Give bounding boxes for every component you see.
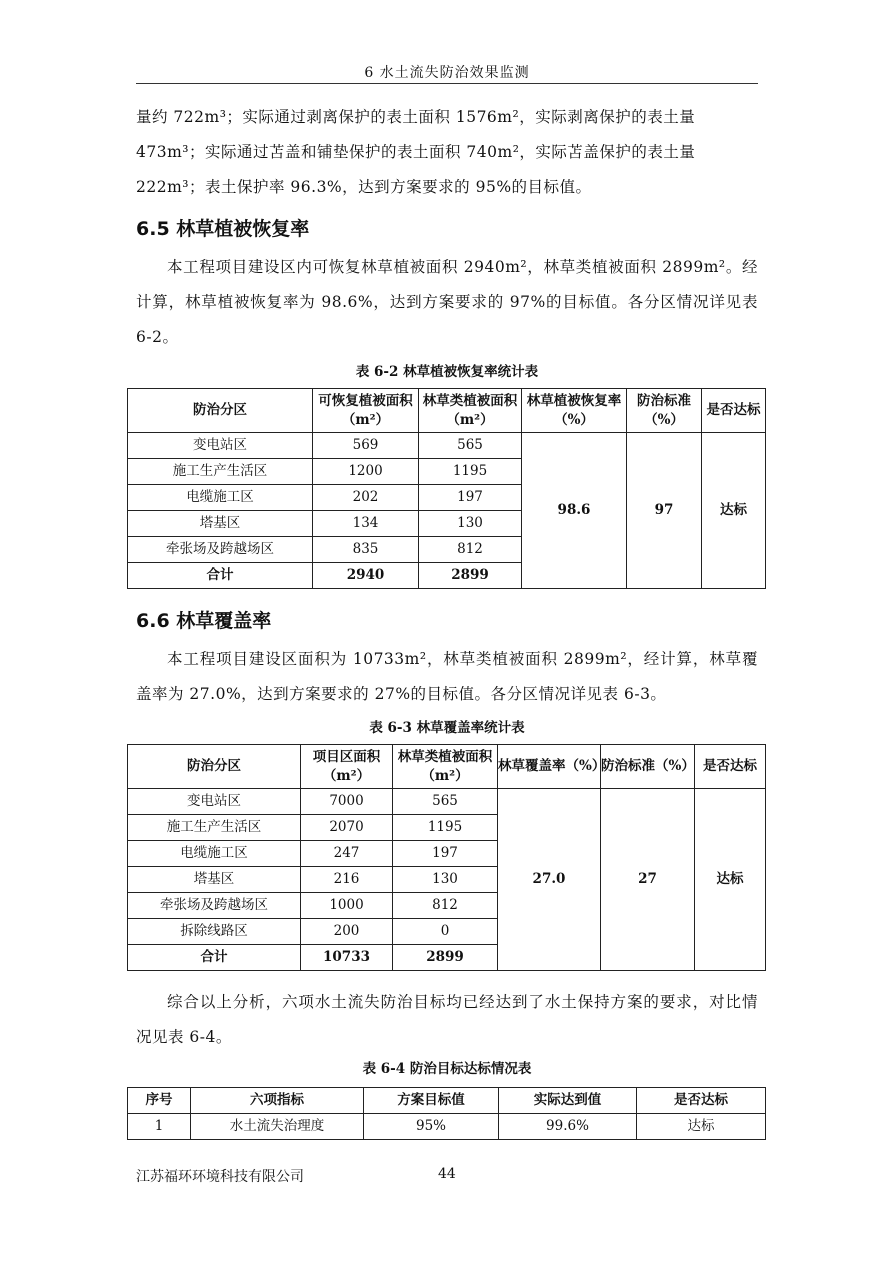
actual-cell: 99.6% xyxy=(499,1114,637,1140)
section-6-5-heading: 6.5 林草植被恢复率 xyxy=(136,218,310,240)
zone-cell: 变电站区 xyxy=(128,789,301,815)
total-value-cell: 2899 xyxy=(393,945,498,971)
table-6-2 xyxy=(127,388,766,589)
target-cell: 95% xyxy=(364,1114,499,1140)
intro-line-3: 222m³；表土保护率 96.3%，达到方案要求的 95%的目标值。 xyxy=(136,178,592,196)
header-cell: 是否达标 xyxy=(637,1088,766,1114)
value-cell: 1195 xyxy=(393,815,498,841)
running-header: 6 水土流失防治效果监测 xyxy=(364,65,530,81)
result-cell: 达标 xyxy=(702,433,766,589)
table-6-4-caption: 表 6-4 防治目标达标情况表 xyxy=(362,1061,532,1077)
intro-line-1: 量约 722m³；实际通过剥离保护的表土面积 1576m²，实际剥离保护的表土量 xyxy=(136,108,696,126)
value-cell: 216 xyxy=(301,867,393,893)
value-cell: 1195 xyxy=(419,459,522,485)
zone-cell: 塔基区 xyxy=(128,867,301,893)
header-rule xyxy=(136,83,758,84)
value-cell: 569 xyxy=(313,433,419,459)
total-label-cell: 合计 xyxy=(128,945,301,971)
summary-paragraph: 综合以上分析，六项水土流失防治目标均已经达到了水土保持方案的要求，对比情况见表 6-4。 xyxy=(136,993,758,1046)
total-value-cell: 2940 xyxy=(313,563,419,589)
rate-cell: 98.6 xyxy=(522,433,627,589)
section-6-6-paragraph: 本工程项目建设区面积为 10733m²，林草类植被面积 2899m²，经计算，林草覆盖率为 27.0%，达到方案要求的 27%的目标值。各分区情况详见表 6-3。 xyxy=(136,650,758,703)
standard-cell: 97 xyxy=(627,433,702,589)
intro-paragraph xyxy=(136,100,758,205)
table-row xyxy=(128,1114,766,1140)
header-cell: 是否达标 xyxy=(702,389,766,433)
table-6-2-caption: 表 6-2 林草植被恢复率统计表 xyxy=(355,364,539,380)
value-cell: 247 xyxy=(301,841,393,867)
intro-line-2: 473m³；实际通过苫盖和铺垫保护的表土面积 740m²，实际苫盖保护的表土量 xyxy=(136,143,696,161)
header-cell: 防治标准（%） xyxy=(601,745,695,789)
page-number: 44 xyxy=(438,1166,456,1182)
value-cell: 812 xyxy=(393,893,498,919)
footer-company: 江苏福环环境科技有限公司 xyxy=(136,1169,304,1185)
header-cell: 项目区面积（m²） xyxy=(301,745,393,789)
header-cell: 林草类植被面积（m²） xyxy=(419,389,522,433)
zone-cell: 变电站区 xyxy=(128,433,313,459)
index-cell: 1 xyxy=(128,1114,191,1140)
result-cell: 达标 xyxy=(695,789,766,971)
value-cell: 1200 xyxy=(313,459,419,485)
value-cell: 130 xyxy=(393,867,498,893)
total-value-cell: 10733 xyxy=(301,945,393,971)
value-cell: 2070 xyxy=(301,815,393,841)
result-cell: 达标 xyxy=(637,1114,766,1140)
value-cell: 7000 xyxy=(301,789,393,815)
value-cell: 197 xyxy=(419,485,522,511)
header-cell: 可恢复植被面积（m²） xyxy=(313,389,419,433)
zone-cell: 电缆施工区 xyxy=(128,841,301,867)
value-cell: 134 xyxy=(313,511,419,537)
value-cell: 197 xyxy=(393,841,498,867)
value-cell: 130 xyxy=(419,511,522,537)
value-cell: 200 xyxy=(301,919,393,945)
value-cell: 565 xyxy=(393,789,498,815)
table-6-3-header-row xyxy=(128,745,766,789)
table-row xyxy=(128,789,766,815)
value-cell: 202 xyxy=(313,485,419,511)
table-6-4-header-row xyxy=(128,1088,766,1114)
value-cell: 1000 xyxy=(301,893,393,919)
header-cell: 实际达到值 xyxy=(499,1088,637,1114)
value-cell: 812 xyxy=(419,537,522,563)
indicator-cell: 水土流失治理度 xyxy=(191,1114,364,1140)
standard-cell: 27 xyxy=(601,789,695,971)
value-cell: 565 xyxy=(419,433,522,459)
total-value-cell: 2899 xyxy=(419,563,522,589)
table-row xyxy=(128,433,766,459)
zone-cell: 施工生产生活区 xyxy=(128,459,313,485)
header-cell: 六项指标 xyxy=(191,1088,364,1114)
table-6-3-caption: 表 6-3 林草覆盖率统计表 xyxy=(369,720,525,736)
header-cell: 防治标准（%） xyxy=(627,389,702,433)
header-cell: 林草类植被面积（m²） xyxy=(393,745,498,789)
zone-cell: 施工生产生活区 xyxy=(128,815,301,841)
total-label-cell: 合计 xyxy=(128,563,313,589)
header-cell: 是否达标 xyxy=(695,745,766,789)
table-6-3 xyxy=(127,744,766,971)
table-6-2-header-row xyxy=(128,389,766,433)
header-cell: 防治分区 xyxy=(128,389,313,433)
header-cell: 林草植被恢复率（%） xyxy=(522,389,627,433)
header-cell: 林草覆盖率（%） xyxy=(498,745,601,789)
zone-cell: 牵张场及跨越场区 xyxy=(128,537,313,563)
zone-cell: 拆除线路区 xyxy=(128,919,301,945)
zone-cell: 电缆施工区 xyxy=(128,485,313,511)
table-6-4 xyxy=(127,1087,766,1140)
zone-cell: 牵张场及跨越场区 xyxy=(128,893,301,919)
value-cell: 0 xyxy=(393,919,498,945)
value-cell: 835 xyxy=(313,537,419,563)
header-cell: 方案目标值 xyxy=(364,1088,499,1114)
header-cell: 防治分区 xyxy=(128,745,301,789)
section-6-6-heading: 6.6 林草覆盖率 xyxy=(136,610,272,632)
header-cell: 序号 xyxy=(128,1088,191,1114)
zone-cell: 塔基区 xyxy=(128,511,313,537)
rate-cell: 27.0 xyxy=(498,789,601,971)
section-6-5-paragraph: 本工程项目建设区内可恢复林草植被面积 2940m²，林草类植被面积 2899m²。经计算，林草植被恢复率为 98.6%，达到方案要求的 97%的目标值。各分区情况详见表 6-2。 xyxy=(136,258,758,346)
